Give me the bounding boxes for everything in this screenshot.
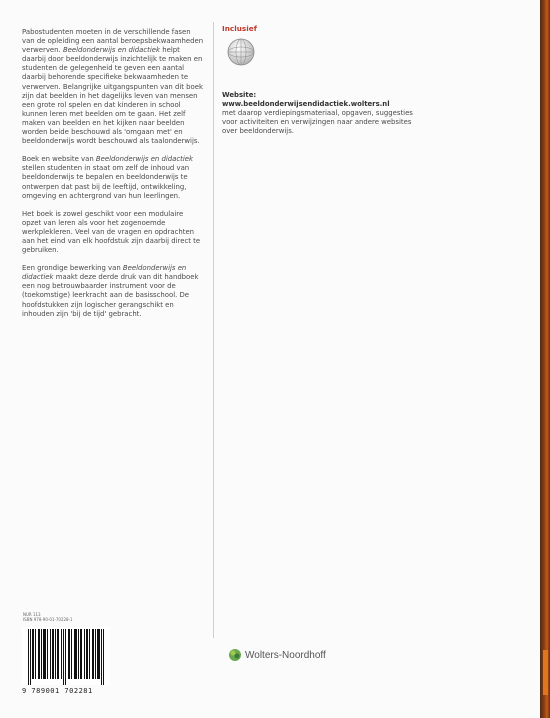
blurb-text: Boek en website van (22, 155, 94, 164)
book-title-italic: Beeldonderwijs en didactiek (62, 46, 161, 55)
blurb-paragraph-4 (22, 264, 204, 319)
extras-column (222, 24, 413, 137)
blurb-paragraph-2 (22, 155, 204, 200)
website-url: www.beeldonderwijsendidactiek.wolters.nl (222, 100, 390, 109)
wolters-kluwer-icon (228, 648, 242, 662)
book-title-italic: Beeldonderwijs en didactiek (22, 264, 187, 282)
globe-icon (226, 37, 256, 67)
blurb-paragraph-3 (22, 210, 204, 255)
barcode (22, 627, 110, 685)
publisher-name: Wolters-Noordhoff (245, 649, 326, 661)
blurb-text: Een grondige bewerking van (22, 264, 121, 273)
website-description: met daarop verdiepingsmateriaal, opgaven, suggesties voor activiteiten en verwijzingen naar andere websites over beeldonderwijs. (222, 109, 413, 136)
blurb-column (22, 28, 204, 328)
classification-info (23, 612, 73, 622)
blurb-paragraph-1 (22, 28, 204, 146)
blurb-text: helpt daarbij door beeldonderwijs inzichtelijk te maken en studenten de gelegenheid te geven een aantal daarbij behorende specifieke bekwaamheden te verwerven. Belangrijke uitgangspunten van dit boek zijn dat beelden in het dagelijks leven van mensen een grote rol spelen en dat kinderen in school kunnen leren met beelden om te gaan. Het zelf maken van beelden en het kijken naar beelden worden beide beschouwd als 'omgaan met' en beeldonderwijs wordt beschouwd als taalonderwijs. (22, 46, 203, 146)
blurb-text: Het boek is zowel geschikt voor een modulaire opzet van leren als voor het zogenoemde werkplekleren. Veel van de vragen en opdrachten aan het eind van elk hoofdstuk zijn daarbij direct te gebruiken. (22, 209, 201, 255)
nur-code: NUR 113 (23, 612, 41, 617)
inclusief-heading: Inclusief (222, 24, 257, 33)
blurb-text: Pabostudenten moeten in de verschillende fasen van de opleiding een aantal beroepsbekwaamheden verwerven. (22, 28, 204, 55)
column-divider (213, 22, 214, 638)
barcode-number: 9 789001 702281 (22, 687, 93, 695)
blurb-text: stellen studenten in staat om zelf de inhoud van beeldonderwijs te bepalen en beeldonderwijs te ontwerpen dat past bij de leeftijd, ontwikkeling, omgeving en achtergrond van hun leerlingen. (22, 164, 190, 200)
website-label: Website: (222, 91, 257, 100)
isbn-code: ISBN 978-90-01-70228-1 (23, 617, 73, 622)
blurb-text: maakt deze derde druk van dit handboek een nog betrouwbaarder instrument voor de (toekomstige) leerkracht aan de basisschool. De hoofdstukken zijn logischer gerangschikt en inhouden zijn 'bij de tijd' gebracht. (22, 273, 199, 318)
spine-accent (543, 650, 548, 695)
book-title-italic: Beeldonderwijs en didactiek (95, 155, 194, 164)
publisher-logo (228, 648, 326, 662)
book-spine-edge (540, 0, 550, 718)
